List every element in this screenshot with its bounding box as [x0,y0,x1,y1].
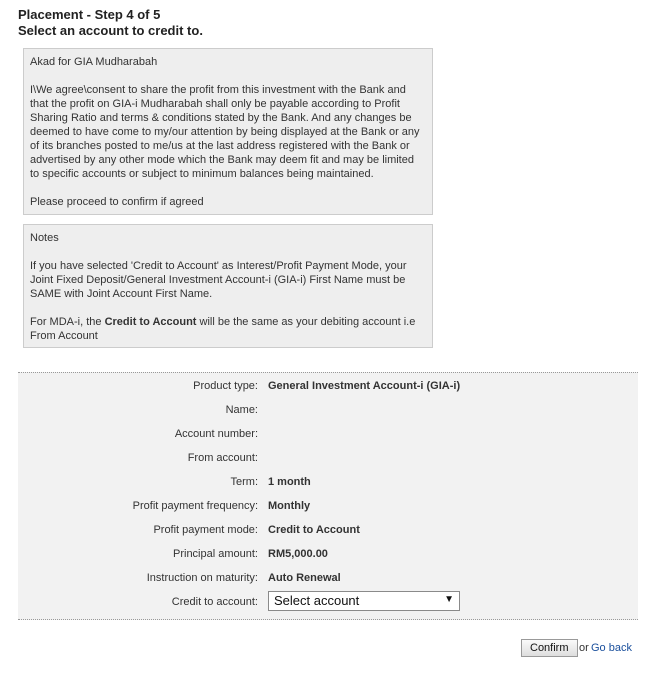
notes-para2-bold: Credit to Account [104,316,197,328]
notes-title: Notes [30,232,59,244]
confirm-button[interactable]: Confirm [521,639,578,657]
notes-para2-suffix: will be the same as your debiting account i.e From Account [30,316,416,342]
credit-to-row [18,593,638,616]
akad-proceed-text: Please proceed to confirm if agreed [30,196,204,208]
name-label: Name: [225,404,258,416]
from-account-row [18,452,638,472]
maturity-value: Auto Renewal [268,572,341,584]
profit-mode-row [18,524,638,544]
credit-account-select[interactable] [268,591,460,611]
profit-mode-value: Credit to Account [268,524,360,536]
name-row [18,404,638,424]
notes-paragraph-1: If you have selected 'Credit to Account' as Interest/Profit Payment Mode, your Joint Fixed Deposit/General Investment Account-i (GIA-i) First Name must be SAME with Joint Account First Name. [30,260,407,300]
notes-box [23,224,433,348]
profit-frequency-row [18,500,638,520]
account-number-row [18,428,638,448]
product-type-row [18,380,638,400]
term-label: Term: [230,476,258,488]
credit-to-label: Credit to account: [171,596,258,608]
product-type-label: Product type: [193,380,258,392]
term-row [18,476,638,496]
akad-box [23,48,433,215]
page-subtitle: Select an account to credit to. [18,23,203,38]
profit-frequency-value: Monthly [268,500,311,512]
from-account-label: From account: [187,452,258,464]
principal-row [18,548,638,568]
profit-frequency-label: Profit payment frequency: [132,500,258,512]
principal-value: RM5,000.00 [268,548,328,560]
maturity-row [18,572,638,592]
product-type-value: General Investment Account-i (GIA-i) [268,380,461,392]
principal-label: Principal amount: [173,548,258,560]
go-back-link[interactable]: Go back [591,642,632,654]
page-title: Placement - Step 4 of 5 [18,7,161,22]
term-value: 1 month [268,476,311,488]
credit-account-selected: Select account [274,593,360,608]
profit-mode-label: Profit payment mode: [153,524,258,536]
akad-title: Akad for GIA Mudharabah [30,56,158,68]
akad-body: I\We agree\consent to share the profit from this investment with the Bank and that the profit on GIA-i Mudharabah shall only be payable according to Profit Sharing Ratio and terms & conditions stated by the Bank. And any changes be deemed to have come to my/our attention by being displayed at the Bank or any of its branches posted to me/us at the last address registered with the Bank or advertised by any other mode which the Bank may deem fit and may be limited to specific accounts or subject to minimum balances being maintained. [30,84,420,180]
maturity-label: Instruction on maturity: [146,572,258,584]
chevron-down-icon[interactable]: ▼ [444,594,454,605]
notes-para2-prefix: For MDA-i, the [30,316,105,328]
or-text: or [579,642,589,654]
placement-summary [18,372,638,620]
account-number-label: Account number: [174,428,258,440]
notes-paragraph-2 [30,315,422,343]
